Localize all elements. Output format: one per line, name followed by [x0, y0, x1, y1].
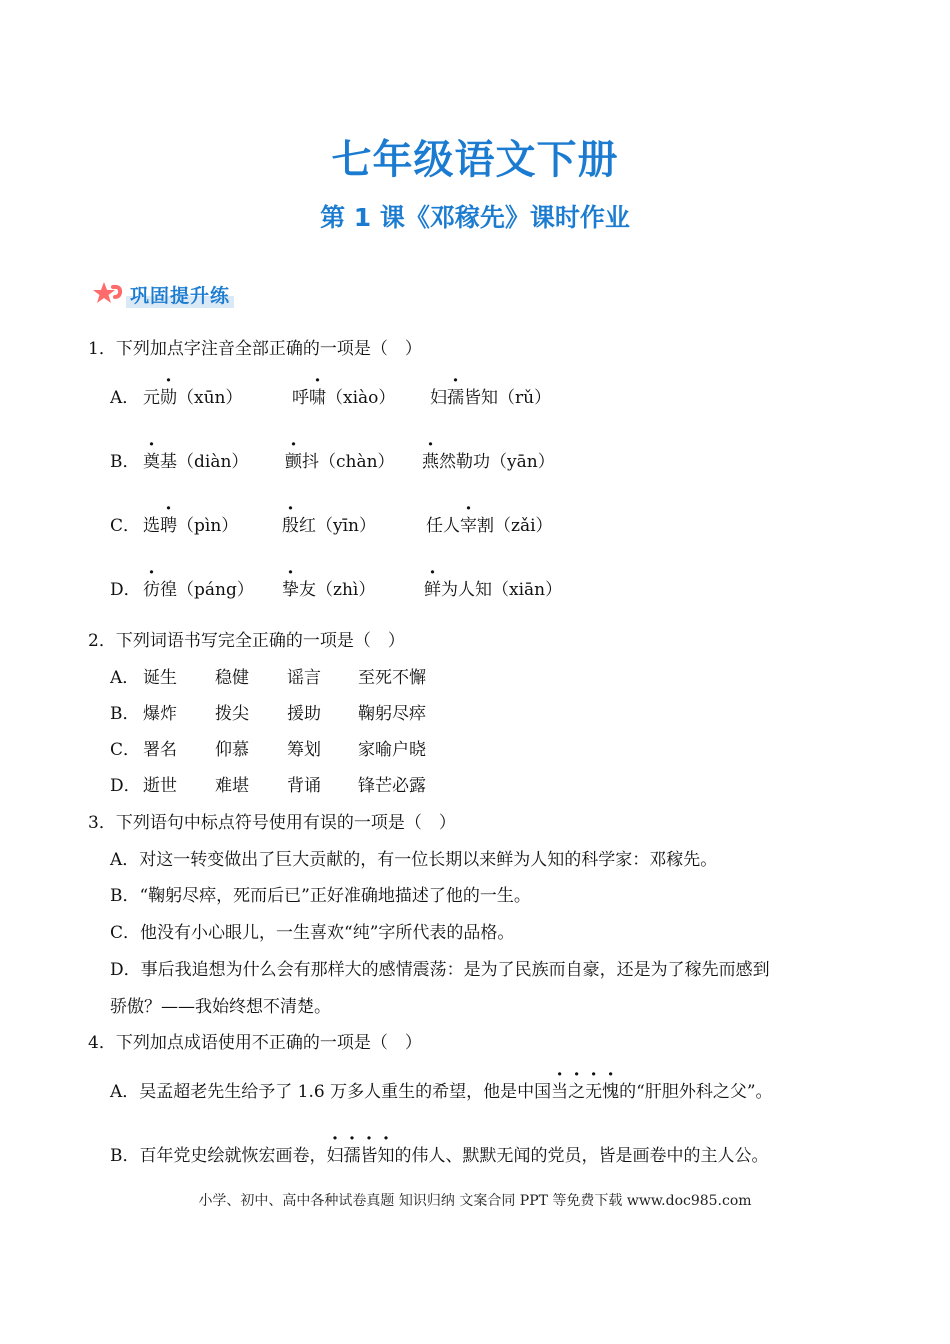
- dotted-char: 愧: [602, 1082, 620, 1102]
- page-subtitle: 第 1 课《邓稼先》课时作业: [320, 203, 630, 232]
- section-header: [92, 280, 234, 308]
- option-letter: B．: [110, 704, 140, 724]
- option-word: [292, 386, 395, 410]
- word-text: 抖（chàn）: [302, 452, 395, 472]
- word-text: （pìn）: [177, 516, 239, 536]
- dotted-char: 挚: [282, 580, 299, 600]
- word-text: 为人知（xiān）: [441, 580, 563, 600]
- q3-option-d-continued: 骄傲？——我始终想不清楚。: [110, 997, 331, 1017]
- dotted-char: 无: [585, 1082, 603, 1102]
- q3-option-d: D．事后我追想为什么会有那样大的感情震荡：是为了民族而自豪，还是为了稼先而感到: [110, 960, 770, 980]
- option-word: [430, 386, 551, 410]
- option-word: 援助: [287, 704, 321, 724]
- word-text: 红（yīn）: [299, 516, 376, 536]
- q3-option-c: C．他没有小心眼儿，一生喜欢“纯”字所代表的品格。: [110, 923, 515, 943]
- word-text: 徨（páng）: [160, 580, 254, 600]
- dotted-char: 知: [377, 1146, 395, 1166]
- q3-option-b: B．“鞠躬尽瘁，死而后已”正好准确地描述了他的一生。: [110, 886, 531, 906]
- dotted-char: 燕: [422, 452, 439, 472]
- dotted-char: 殷: [282, 516, 299, 536]
- word-text: （xiào）: [326, 388, 396, 408]
- option-word: 拨尖: [215, 704, 249, 724]
- option-word: 筹划: [287, 740, 321, 760]
- option-word: 谣言: [287, 668, 321, 688]
- option-word: [143, 386, 243, 410]
- option-word: 仰慕: [215, 740, 249, 760]
- option-text: A．吴孟超老先生给予了 1.6 万多人重生的希望，他是中国: [110, 1082, 552, 1102]
- option-word: [143, 450, 248, 474]
- option-word: 鞠躬尽瘁: [358, 704, 426, 724]
- word-text: 呼: [292, 388, 309, 408]
- page-title: 七年级语文下册: [331, 137, 619, 183]
- option-letter: A．: [110, 668, 140, 688]
- dotted-char: 孺: [447, 388, 464, 408]
- q1-stem: 1．下列加点字注音全部正确的一项是（ ）: [88, 339, 422, 359]
- dotted-char: 颤: [285, 452, 302, 472]
- q2-stem: 2．下列词语书写完全正确的一项是（ ）: [88, 631, 405, 651]
- page-footer: 小学、初中、高中各种试卷真题 知识归纳 文案合同 PPT 等免费下载 www.doc985.com: [198, 1193, 752, 1209]
- dotted-char: 彷: [143, 580, 160, 600]
- q4-option-a: [110, 1080, 773, 1104]
- option-word: 锋芒必露: [358, 776, 426, 796]
- option-word: [285, 450, 395, 474]
- word-text: （xūn）: [177, 388, 243, 408]
- option-word: 诞生: [143, 668, 177, 688]
- option-letter: A．: [110, 388, 140, 408]
- q3-stem: 3．下列语句中标点符号使用有误的一项是（ ）: [88, 813, 456, 833]
- option-word: [426, 514, 553, 538]
- option-word: [282, 578, 375, 602]
- option-text: 的伟人、默默无闻的党员，皆是画卷中的主人公。: [394, 1146, 769, 1166]
- dotted-char: 鲜: [424, 580, 441, 600]
- dotted-char: 之: [568, 1082, 586, 1102]
- option-word: [422, 450, 555, 474]
- option-letter: C．: [110, 740, 141, 760]
- option-letter: C．: [110, 516, 141, 536]
- dotted-char: 妇: [326, 1146, 344, 1166]
- option-word: [143, 578, 254, 602]
- word-text: 妇: [430, 388, 447, 408]
- word-text: 割（zǎi）: [477, 516, 553, 536]
- option-letter: D．: [110, 580, 141, 600]
- option-word: 至死不懈: [358, 668, 426, 688]
- option-word: [143, 514, 238, 538]
- dotted-char: 当: [551, 1082, 569, 1102]
- dotted-char: 奠: [143, 452, 160, 472]
- section-label: 巩固提升练: [126, 281, 234, 308]
- option-text: B．百年党史绘就恢宏画卷，: [110, 1146, 327, 1166]
- option-letter: D．: [110, 776, 141, 796]
- word-text: 然勒功（yān）: [439, 452, 555, 472]
- q3-option-a: A．对这一转变做出了巨大贡献的，有一位长期以来鲜为人知的科学家：邓稼先。: [110, 850, 718, 870]
- dotted-char: 宰: [460, 516, 477, 536]
- option-word: 逝世: [143, 776, 177, 796]
- option-word: 背诵: [287, 776, 321, 796]
- dotted-char: 啸: [309, 388, 326, 408]
- word-text: 选: [143, 516, 160, 536]
- dotted-char: 皆: [360, 1146, 378, 1166]
- word-text: 元: [143, 388, 160, 408]
- option-word: 稳健: [215, 668, 249, 688]
- option-text: 的“肝胆外科之父”。: [619, 1082, 773, 1102]
- word-text: 友（zhì）: [299, 580, 376, 600]
- option-word: 难堪: [215, 776, 249, 796]
- q4-option-b: [110, 1144, 769, 1168]
- option-word: 署名: [143, 740, 177, 760]
- option-word: [424, 578, 562, 602]
- word-text: 任人: [426, 516, 460, 536]
- star-icon: [92, 281, 124, 307]
- option-word: 爆炸: [143, 704, 177, 724]
- option-letter: B．: [110, 452, 140, 472]
- dotted-char: 聘: [160, 516, 177, 536]
- option-word: 家喻户晓: [358, 740, 426, 760]
- dotted-char: 勋: [160, 388, 177, 408]
- word-text: 基（diàn）: [160, 452, 249, 472]
- word-text: 皆知（rǔ）: [464, 388, 552, 408]
- q4-stem: 4．下列加点成语使用不正确的一项是（ ）: [88, 1033, 422, 1053]
- option-word: [282, 514, 376, 538]
- dotted-char: 孺: [343, 1146, 361, 1166]
